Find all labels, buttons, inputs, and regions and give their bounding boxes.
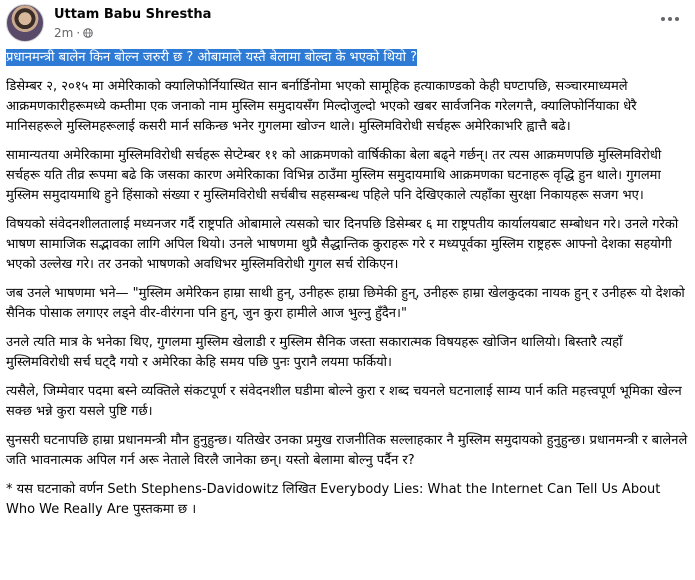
ellipsis-icon	[675, 17, 679, 21]
post-time[interactable]: 2m	[54, 26, 74, 40]
post-paragraph: सुनसरी घटनापछि हाम्रा प्रधानमन्त्री मौन हुनुहुन्छ। यतिखेर उनका प्रमुख राजनीतिक सल्लाहकार नै मुस्लिम समुदायको हुनुहुन्छ। प्रधानमन्त्री र बालेनले जति भावनात्मक अपिल गर्न अरू नेताले विरलै जानेका छन्। यस्तो बेलामा बोल्नु पर्दैन र?	[6, 433, 688, 468]
author-name[interactable]: Uttam Babu Shrestha	[54, 7, 212, 22]
post-paragraph: त्यसैले, जिम्मेवार पदमा बस्ने व्यक्तिले संकटपूर्ण र संवेदनशील घडीमा बोल्ने कुरा र शब्द चयनले घटनालाई साम्य पार्न कति महत्त्वपूर्ण भूमिका खेल्न सक्छ भन्ने कुरा यसले पुष्टि गर्छ।	[6, 384, 682, 419]
more-options-button[interactable]	[659, 12, 681, 26]
post-body	[6, 48, 689, 529]
headline-container	[6, 48, 689, 68]
meta-separator: ·	[76, 26, 81, 40]
globe-icon[interactable]	[83, 28, 93, 38]
post-header	[6, 4, 689, 42]
post-footnote: * यस घटनाको वर्णन Seth Stephens-Davidowitz लिखित Everybody Lies: What the Internet Can Tell Us About Who We Really Are पुस्तकमा छ ।	[6, 482, 661, 517]
post-paragraph: सामान्यतया अमेरिकामा मुस्लिमविरोधी सर्चहरू सेप्टेम्बर ११ को आक्रमणको वार्षिकीका बेला बढ्ने गर्छन्। तर त्यस आक्रमणपछि मुस्लिमविरोधी सर्चहरू यति तीव्र रूपमा बढे कि जसका कारण अमेरिकाका विभिन्न ठाउँमा मुस्लिम समुदायमाथि आक्रमणका घटनाहरू वृद्धि हुन थाले। गुगलमा मुस्लिम समुदायमाथि हुने हिंसाको संख्या र मुस्लिमविरोधी सर्चबीच सहसम्बन्ध पहिले पनि देखिएकाले त्यहाँका सुरक्षा निकायहरू सजग भए।	[6, 148, 662, 203]
post-paragraph: डिसेम्बर २, २०१५ मा अमेरिकाको क्यालिफोर्नियास्थित सान बर्नार्डिनोमा भएको सामूहिक हत्याकाण्डको केही घण्टापछि, सञ्चारमाध्यमले आक्रमणकारीहरूमध्ये कम्तीमा एक जनाको नाम मुस्लिम समुदायसँग मिल्दोजुल्दो भएको खबर सार्वजनिक गरेलगत्तै, क्यालिफोर्नियाका धेरै मानिसहरूले मुस्लिमहरूलाई कसरी मार्न सकिन्छ भनेर गुगलमा खोज्न थाले। मुस्लिमविरोधी सर्चहरू अमेरिकाभरि ह्वात्तै बढे।	[6, 79, 637, 134]
post-paragraph: विषयको संवेदनशीलतालाई मध्यनजर गर्दै राष्ट्रपति ओबामाले त्यसको चार दिनपछि डिसेम्बर ६ मा राष्ट्रपतीय कार्यालयबाट सम्बोधन गरे। उनले गरेको भाषण सामाजिक सद्भावका लागि अपिल थियो। उनले भाषणमा थुप्रै सैद्धान्तिक कुराहरू गरे र मध्यपूर्वका मुस्लिम राष्ट्रहरू आफ्नो देशका सहयोगी भएको उल्लेख गरे। तर उनको भाषणको अवधिभर मुस्लिमविरोधी गुगल सर्च रोकिएन।	[6, 217, 679, 272]
post-meta	[54, 26, 93, 40]
post-paragraph: उनले त्यति मात्र के भनेका थिए, गुगलमा मुस्लिम खेलाडी र मुस्लिम सैनिक जस्ता सकारात्मक विषयहरू खोजिन थालियो। बिस्तारै त्यहाँ मुस्लिमविरोधी सर्च घट्दै गयो र अमेरिका केहि समय पछि पुनः पुरानै लयमा फर्कियो।	[6, 335, 623, 370]
post-paragraph: जब उनले भाषणमा भने— "मुस्लिम अमेरिकन हाम्रा साथी हुन्, उनीहरू हाम्रा छिमेकी हुन्, उनीहरू हाम्रा खेलकुदका नायक हुन् र उनीहरू यो देशको सैनिक पोसाक लगाएर लड्ने वीर-वीरंगना पनि हुन्, जुन कुरा हामीले आज भुल्नु हुँदैन।"	[6, 286, 685, 321]
ellipsis-icon	[668, 17, 672, 21]
avatar[interactable]	[6, 4, 44, 42]
post-headline: प्रधानमन्त्री बालेन किन बोल्न जरुरी छ ? ओबामाले यस्तै बेलामा बोल्दा के भएको थियो ?	[6, 50, 417, 65]
ellipsis-icon	[661, 17, 665, 21]
